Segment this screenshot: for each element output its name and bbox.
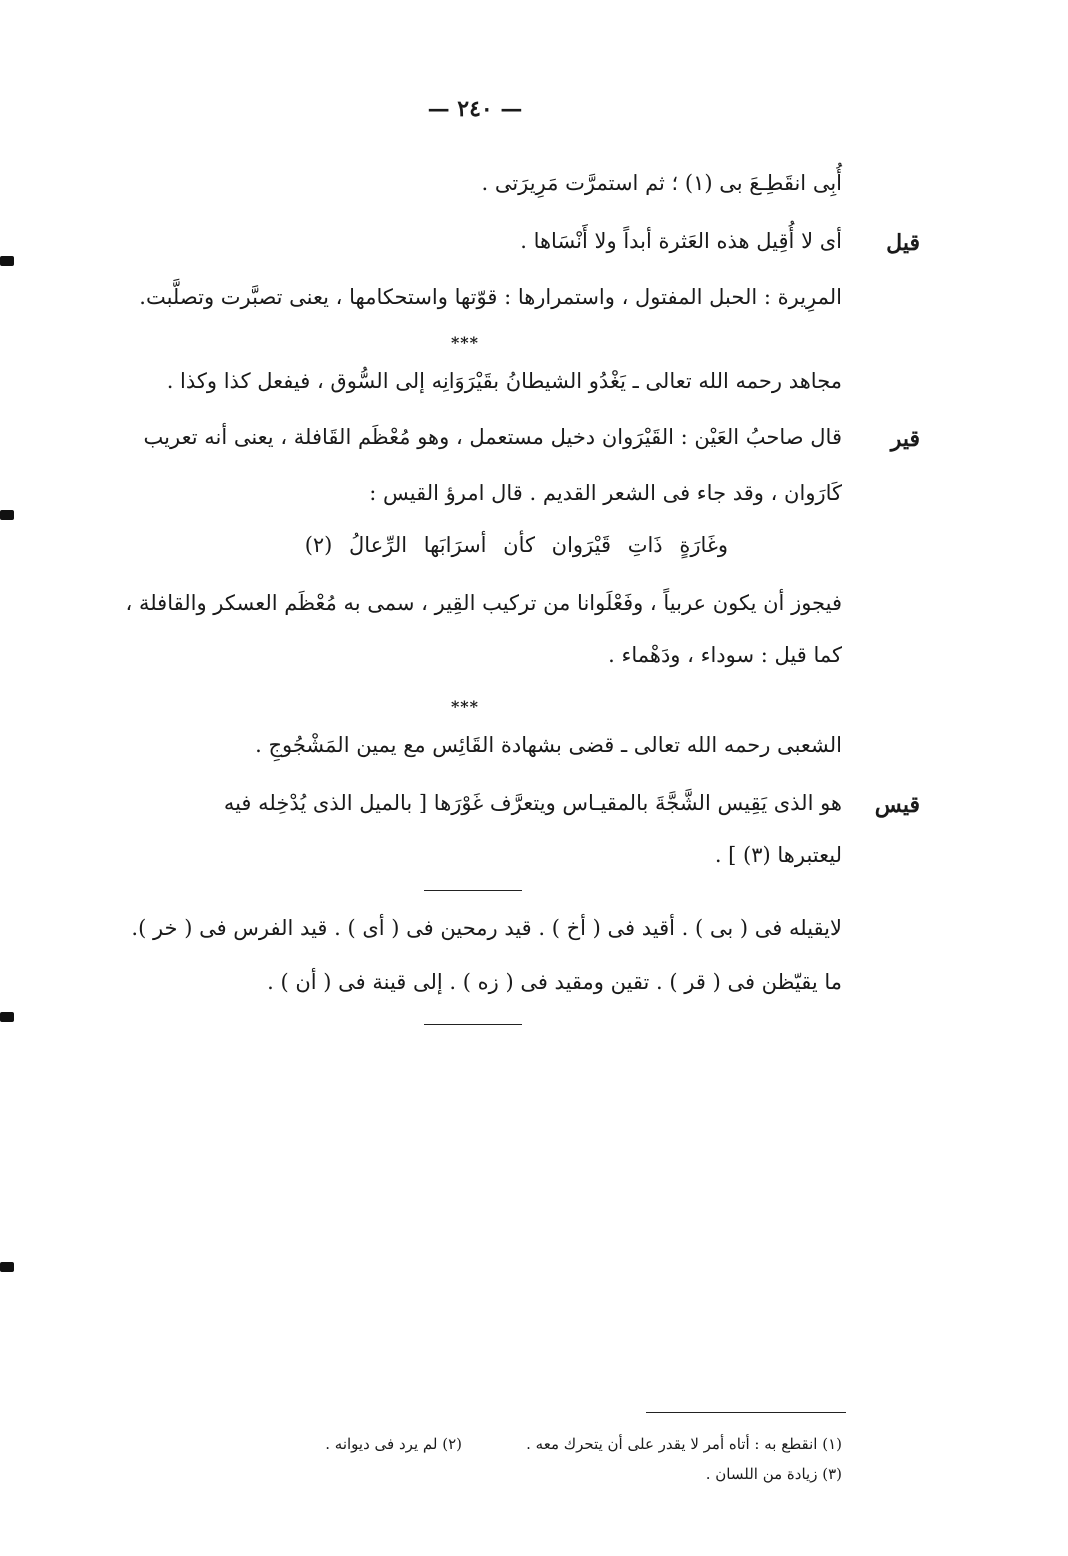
section-separator: *** [450,333,480,352]
section-rule [424,890,522,891]
text-line: الشعبى رحمه الله تعالى ـ قضى بشهادة القَائِس مع يمين المَشْجُوجِ . [255,733,842,757]
text-line: فيجوز أن يكون عربياً ، وفَعْلَوانا من تركيب القِير ، سمى به مُعْظَم العسكر والقافلة ، [125,591,842,615]
text-line: ليعتبرها (٣) ] . [714,843,842,867]
footnote-2: (٢) لم يرد فى ديوانه . [325,1435,462,1453]
scan-edge-mark [0,256,14,266]
text-line: أى لا أُقِيل هذه العَثرة أبداً ولا أَنْسَاها . [520,229,842,253]
section-rule [424,1024,522,1025]
scan-edge-mark [0,1012,14,1022]
text-line: أُبِى انقَطِـعَ بى (١) ؛ ثم استمرَّت مَرِيرَتى . [481,171,842,195]
scan-edge-mark [0,510,14,520]
page-number: — ٢٤٠ — [427,96,523,122]
poetry-verse: وغَارَةٍ ذَاتِ قَيْرَوان كأن أسرَابَها الرِّعالُ (٢) [304,533,728,557]
text-line: المرِيرة : الحبل المفتول ، واستمرارها : قوّتها واستحكامها ، يعنى تصبَّرت وتصلَّبت. [139,285,842,309]
text-line: كما قيل : سوداء ، ودَهْماء . [608,643,842,667]
variant-line: ما يقيّظن فى ( قر ) . تقين ومقيد فى ( زه ) . إلى قينة فى ( أن ) . [267,970,842,994]
footnote-1: (١) انقطع به : أتاه أمر لا يقدر على أن يتحرك معه . [526,1435,842,1453]
footnote-3: (٣) زيادة من اللسان . [705,1465,842,1483]
text-line: هو الذى يَقِيس الشَّجَّةَ بالمقيـاس ويتعرَّف غَوْرَها [ بالميل الذى يُدْخِله فيه [223,791,842,815]
footnote-rule [646,1412,846,1413]
headword-qyr: قير [890,426,920,452]
text-line: مجاهد رحمه الله تعالى ـ يَغْدُو الشيطانُ بقَيْرَوَانِه إلى السُّوق ، فيفعل كذا وكذا . [166,369,842,393]
headword-qyl: قيل [886,230,920,256]
headword-qys: قيس [874,792,920,818]
text-line: قال صاحبُ العَيْن : القَيْرَوان دخيل مستعمل ، وهو مُعْظَم القَافلة ، يعنى أنه تعريب [143,425,842,449]
variant-line: لايقيله فى ( بى ) . أقيد فى ( أخ ) . قيد رمحين فى ( أى ) . قيد الفرس فى ( خر ). [131,916,842,940]
scan-edge-mark [0,1262,14,1272]
text-line: كَارَوان ، وقد جاء فى الشعر القديم . قال امرؤ القيس : [369,481,842,505]
section-separator: *** [450,697,480,716]
